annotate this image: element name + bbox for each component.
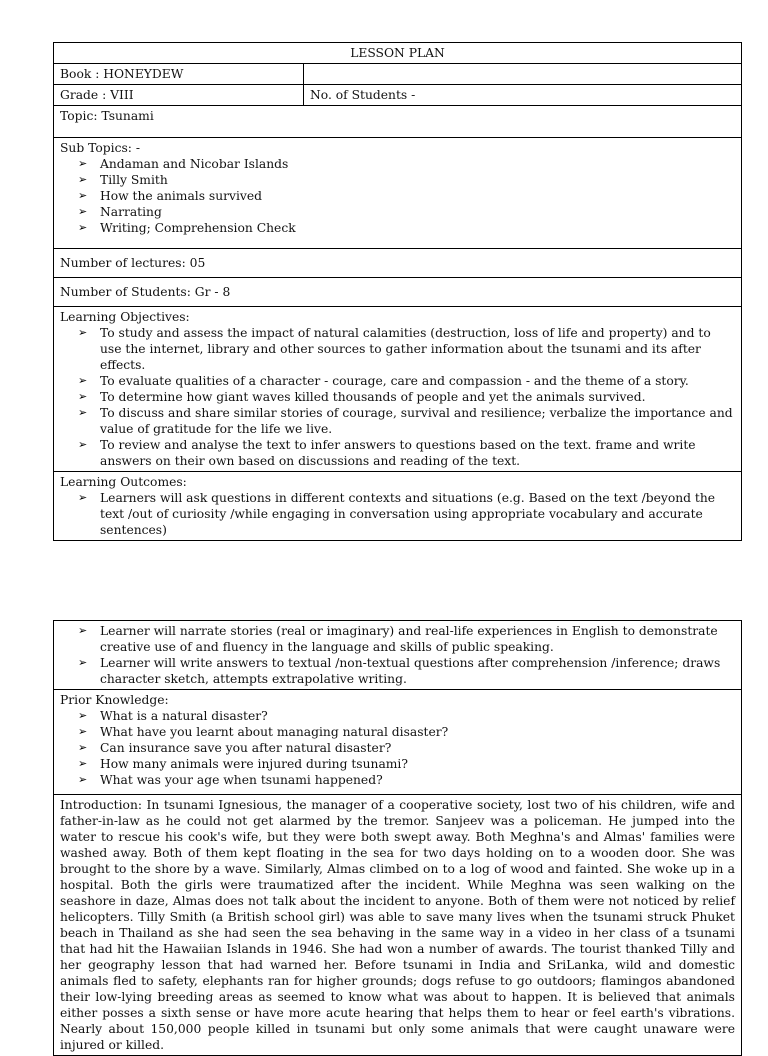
list-item: ➢ To discuss and share similar stories of courage, survival and resilience; verbalize the importance and value of gratitude for the life we live. bbox=[78, 405, 735, 437]
objectives-list bbox=[60, 325, 735, 469]
subtopics-label: Sub Topics: - bbox=[60, 141, 140, 155]
list-item: ➢ Tilly Smith bbox=[78, 172, 735, 188]
lesson-plan-title: LESSON PLAN bbox=[54, 43, 742, 64]
objectives-label: Learning Objectives: bbox=[60, 310, 190, 324]
list-item: ➢ To evaluate qualities of a character - courage, care and compassion - and the theme of a story. bbox=[78, 373, 735, 389]
prior-knowledge-label: Prior Knowledge: bbox=[60, 693, 169, 707]
list-item: ➢ Learner will write answers to textual /non-textual questions after comprehension /inference; draws character sketch, attempts extrapolative writing. bbox=[78, 655, 735, 687]
list-item: ➢ Writing; Comprehension Check bbox=[78, 220, 735, 236]
lesson-plan-table bbox=[53, 42, 742, 541]
list-item: ➢ What have you learnt about managing natural disaster? bbox=[78, 724, 735, 740]
list-item: ➢ Andaman and Nicobar Islands bbox=[78, 156, 735, 172]
subtopics-cell bbox=[54, 138, 742, 249]
introduction-cell: Introduction: In tsunami Ignesious, the manager of a cooperative society, lost two of his children, wife and father-in-law as he could not get alarmed by the tremor. Sanjeev was a policeman. He jumped into the water to rescue his cook's wife, but they were both swept away. Both Meghna's and Almas' families were washed away. Both of them kept floating in the sea for two days holding on to a wooden door. She was brought to the shore by a wave. Similarly, Almas climbed on to a log of wood and fainted. She woke up in a hospital. Both the girls were traumatized after the incident. While Meghna was seen walking on the seashore in daze, Almas does not talk about the incident to anyone. Both of them were not noticed by relief helicopters. Tilly Smith (a British school girl) was able to save many lives when the tsunami struck Phuket beach in Thailand as she had seen the sea behaving in the same way in a video in her class of a tsunami that had hit the Hawaiian Islands in 1946. She had won a number of awards. The tourist thanked Tilly and her geography lesson that had warned her. Before tsunami in India and SriLanka, wild and domestic animals fled to safety, elephants ran for higher grounds; dogs refuse to go outdoors; flamingos abandoned their low-lying breeding areas as seemed to know what was about to happen. It is believed that animals either posses a sixth sense or have more acute hearing that helps them to hear or feel earth's vibrations. Nearly about 150,000 people killed in tsunami but only some animals that were caught unaware were injured or killed. bbox=[54, 795, 742, 1056]
lectures-cell: Number of lectures: 05 bbox=[54, 249, 742, 278]
list-item: ➢ How the animals survived bbox=[78, 188, 735, 204]
list-item: ➢ To determine how giant waves killed thousands of people and yet the animals survived. bbox=[78, 389, 735, 405]
outcomes-label: Learning Outcomes: bbox=[60, 475, 187, 489]
topic-cell: Topic: Tsunami bbox=[54, 106, 742, 138]
students-cell: Number of Students: Gr - 8 bbox=[54, 278, 742, 307]
outcomes-continued-cell bbox=[54, 621, 742, 690]
list-item: ➢ Can insurance save you after natural disaster? bbox=[78, 740, 735, 756]
lesson-plan-table-continued bbox=[53, 620, 742, 1056]
outcomes-cell bbox=[54, 472, 742, 541]
list-item: ➢ To study and assess the impact of natural calamities (destruction, loss of life and property) and to use the internet, library and other sources to gather information about the tsunami and its after effects. bbox=[78, 325, 735, 373]
prior-knowledge-cell bbox=[54, 690, 742, 795]
list-item: ➢ Narrating bbox=[78, 204, 735, 220]
outcomes-continued-list bbox=[60, 623, 735, 687]
book-cell: Book : HONEYDEW bbox=[54, 64, 304, 85]
grade-cell: Grade : VIII bbox=[54, 85, 304, 106]
list-item: ➢ Learners will ask questions in different contexts and situations (e.g. Based on the text /beyond the text /out of curiosity /while engaging in conversation using appropriate vocabulary and accurate sentences) bbox=[78, 490, 735, 538]
outcomes-list bbox=[60, 490, 735, 538]
list-item: ➢ How many animals were injured during tsunami? bbox=[78, 756, 735, 772]
list-item: ➢ What was your age when tsunami happened? bbox=[78, 772, 735, 788]
prior-knowledge-list bbox=[60, 708, 735, 788]
list-item: ➢ To review and analyse the text to infer answers to questions based on the text. frame and write answers on their own based on discussions and reading of the text. bbox=[78, 437, 735, 469]
list-item: ➢ Learner will narrate stories (real or imaginary) and real-life experiences in English to demonstrate creative use of and fluency in the language and skills of public speaking. bbox=[78, 623, 735, 655]
book-blank-cell bbox=[304, 64, 742, 85]
no-of-students-cell: No. of Students - bbox=[304, 85, 742, 106]
list-item: ➢ What is a natural disaster? bbox=[78, 708, 735, 724]
subtopics-list bbox=[60, 156, 735, 236]
objectives-cell bbox=[54, 307, 742, 472]
